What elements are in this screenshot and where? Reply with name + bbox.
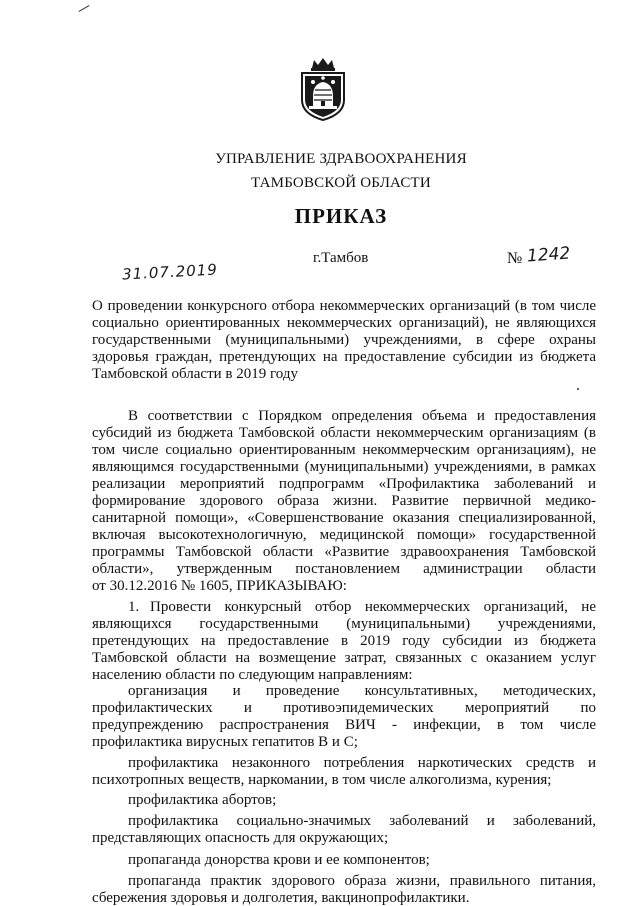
tambov-coat-of-arms-icon	[298, 56, 348, 122]
direction-line: предупреждению распространения ВИЧ - инфекции, в том числе	[92, 717, 596, 733]
item-number: 1.	[128, 599, 140, 615]
title-line: О проведении конкурсного отбора некоммерческих организаций (в том числе	[92, 298, 596, 314]
preamble-line: В соответствии с Порядком определения объема и предоставления	[128, 408, 596, 424]
scan-mark	[79, 5, 90, 12]
preamble-line: формирование здорового образа жизни. Развитие первичной медико-	[92, 493, 596, 509]
handwritten-number: 1242	[526, 243, 571, 267]
document-type: ПРИКАЗ	[294, 204, 388, 228]
direction-line: профилактика незаконного потребления наркотических средств и	[128, 755, 596, 771]
preamble-line: том числе социально ориентированным некоммерческим организациям), не	[92, 442, 596, 458]
direction-line: организация и проведение консультативных, методических,	[128, 683, 596, 699]
item-line: Тамбовской области на возмещение затрат, связанных с оказанием услуг	[92, 650, 596, 666]
direction-line: сбережения здоровья и долголетия, вакцинопрофилактики.	[92, 890, 470, 906]
direction-line: профилактических и противоэпидемических мероприятий по	[92, 700, 596, 716]
direction-line: психотропных веществ, наркомании, в том числе алкоголизма, курения;	[92, 772, 552, 788]
preamble-line: субсидий из бюджета Тамбовской области некоммерческим организациям (в	[92, 425, 596, 441]
number-label: №	[507, 250, 523, 267]
direction-line: профилактика абортов;	[128, 792, 277, 808]
preamble-line: программы Тамбовской области «Развитие здравоохранения Тамбовской	[92, 544, 596, 560]
preamble-line: являющимся государственными (муниципальными) учреждениями, в рамках	[92, 459, 596, 475]
preamble-line: реализации мероприятий подпрограмм «Профилактика заболеваний и	[92, 476, 596, 492]
city: г.Тамбов	[313, 250, 369, 266]
preamble-line: санитарной помощи», «Совершенствование оказания специализированной,	[92, 510, 596, 526]
direction-line: профилактика социально-значимых заболеваний и заболеваний,	[128, 813, 596, 829]
handwritten-date: 31.07.2019	[121, 260, 219, 284]
direction-line: пропаганда донорства крови и ее компонентов;	[128, 852, 430, 868]
title-line: Тамбовской области в 2019 году	[92, 366, 298, 382]
item-line: Провести конкурсный отбор некоммерческих организаций, не	[150, 599, 596, 615]
org-name-line-1: УПРАВЛЕНИЕ ЗДРАВООХРАНЕНИЯ	[215, 151, 467, 167]
title-line: государственными (муниципальными) учреждениями, в сфере охраны	[92, 332, 596, 348]
org-name-line-2: ТАМБОВСКОЙ ОБЛАСТИ	[251, 175, 431, 191]
title-line: здоровья граждан, претендующих на предоставление субсидии из бюджета	[92, 349, 596, 365]
direction-line: представляющих опасность для окружающих;	[92, 830, 389, 846]
direction-line: пропаганда практик здорового образа жизни, правильного питания,	[128, 873, 596, 889]
item-line: населению области по следующим направлениям:	[92, 667, 413, 683]
title-line: социально ориентированных некоммерческих организаций), не являющихся	[92, 315, 596, 331]
item-line: являющихся государственными (муниципальными) учреждениями,	[92, 616, 596, 632]
stray-dot	[577, 388, 579, 390]
direction-line: профилактика вирусных гепатитов В и С;	[92, 734, 358, 750]
preamble-line: включая высокотехнологичную, медицинской помощи» государственной	[92, 527, 596, 543]
preamble-line: от 30.12.2016 № 1605, ПРИКАЗЫВАЮ:	[92, 578, 347, 594]
item-line: претендующих на предоставление в 2019 году субсидии из бюджета	[92, 633, 596, 649]
preamble-line: области», утвержденным постановлением администрации области	[92, 561, 596, 577]
